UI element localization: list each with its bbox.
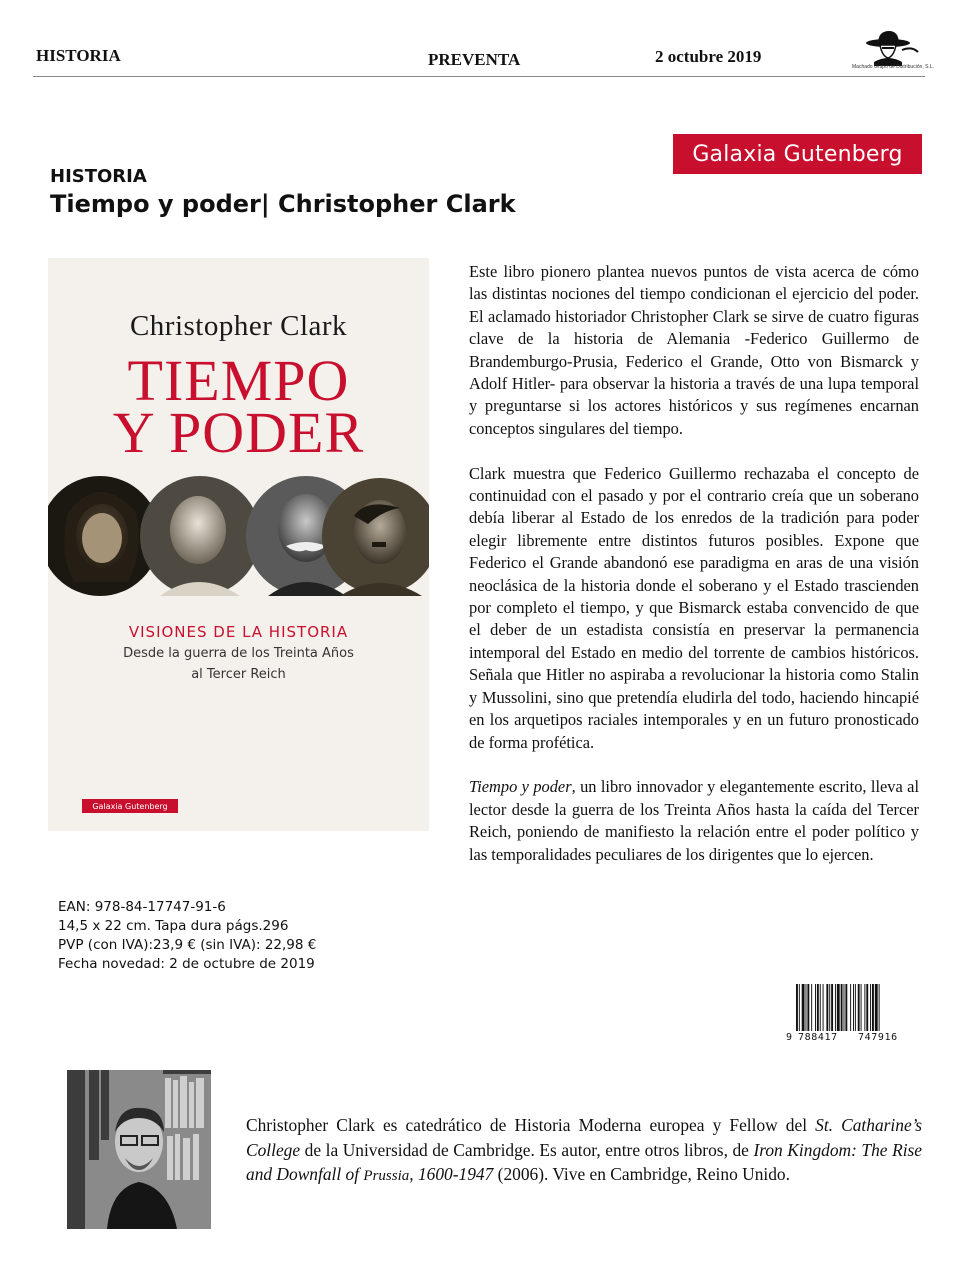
barcode-bar <box>796 984 798 1031</box>
hat-man-icon <box>852 28 926 68</box>
header-section-label: HISTORIA <box>36 46 121 65</box>
barcode-group-2: 747916 <box>858 1032 898 1043</box>
barcode-bar <box>807 984 809 1031</box>
barcode-bar <box>835 984 836 1031</box>
description-paragraph-2: Clark muestra que Federico Guillermo rechazaba el concepto de continuidad con el pasado y por el contrario creía que un soberano debía liberar al Estado de los enredos de la tradición para poder elegir libremente entre distintos futuros posibles. Expone que Federico el Grande abandonó ese paradigma en aras de una visión neoclásica de la historia donde el soberano y el Estado trascienden por completo el tiempo, y que Bismarck estaba convencido de que el deber de un estadista consistía en preservar la permanencia intemporal del Estado en medio del torrente de cambios históricos. Señala que Hitler no aspiraba a revolucionar la historia como Stalin y Mussolini, sino que pretendía eludirla del todo, haciendo hincapié en los arquetipos raciales intemporales y en un futuro pronosticado de forma profética. <box>469 463 919 752</box>
bio-text-2: de la Universidad de Cambridge. Es autor, entre otros libros, de <box>300 1139 754 1160</box>
bio-book-italic-years: , 1600-1947 <box>409 1164 494 1185</box>
spec-price: PVP (con IVA):23,9 € (sin IVA): 22,98 € <box>58 937 317 953</box>
cover-author: Christopher Clark <box>129 310 348 342</box>
barcode-bar <box>802 984 805 1031</box>
barcode-bar <box>806 984 807 1031</box>
barcode-bar <box>831 984 833 1031</box>
header-presale-label: PREVENTA <box>428 50 521 69</box>
cover-title-line2: Y PODER <box>112 400 365 465</box>
barcode-bar <box>845 984 847 1031</box>
barcode-bar <box>799 984 800 1031</box>
barcode-first-digit: 9 <box>786 1032 793 1043</box>
barcode-bar <box>850 984 851 1031</box>
section-label: HISTORIA <box>50 166 147 187</box>
cover-subtitle: VISIONES DE LA HISTORIA <box>128 623 349 641</box>
bio-college-italic: St. Catharine’s College <box>246 1115 922 1160</box>
barcode-bar <box>864 984 865 1031</box>
description-paragraph-1: Este libro pionero plantea nuevos puntos de vista acerca de cómo las distintas nociones del tiempo condicionan el ejercicio del poder. El aclamado historiador Christopher Clark se sirve de cuatro figuras clave de la historia de Alemania -Federico Guillermo de Brandemburgo-Prusia, Federico el Grande, Otto von Bismarck y Adolf Hitler- para observar la historia a través de una lupa temporal y preguntarse si los actores históricos y sus regímenes encarnan conceptos singulares del tiempo. <box>469 262 919 438</box>
cover-portraits <box>48 472 429 602</box>
portrait-federico-el-grande <box>140 476 260 596</box>
bio-book-italic: Iron Kingdom: The Rise and Downfall of <box>246 1139 923 1185</box>
book-description <box>469 261 919 888</box>
isbn-barcode <box>786 984 916 1046</box>
barcode-bar <box>872 984 874 1031</box>
barcode-bar <box>875 984 878 1031</box>
bio-book-italic-prussia: Prussia <box>363 1168 410 1185</box>
header-date: 2 octubre 2019 <box>655 47 762 66</box>
barcode-bar <box>853 984 854 1031</box>
barcode-bar <box>844 984 845 1031</box>
book-specs <box>58 898 316 974</box>
barcode-bar <box>823 984 824 1031</box>
barcode-bar <box>870 984 871 1031</box>
barcode-bar <box>866 984 868 1031</box>
barcode-bar <box>861 984 862 1031</box>
bio-text-1: Christopher Clark es catedrático de Historia Moderna europea y Fellow del <box>246 1115 816 1135</box>
author-portrait <box>67 1070 211 1229</box>
barcode-bar <box>811 984 812 1031</box>
header-rule <box>33 76 925 77</box>
cover-publisher-badge: Galaxia Gutenberg <box>82 799 178 813</box>
barcode-bar <box>826 984 828 1031</box>
author-bio <box>246 1113 922 1189</box>
author-photo <box>67 1070 211 1229</box>
book-cover <box>48 258 429 831</box>
spec-format: 14,5 x 22 cm. Tapa dura págs.296 <box>58 918 289 934</box>
barcode-bar <box>829 984 830 1031</box>
cover-subline-2: al Tercer Reich <box>191 667 286 682</box>
barcode-bar <box>841 984 843 1031</box>
barcode-bar <box>879 984 880 1031</box>
publisher-banner: Galaxia Gutenberg <box>673 134 922 174</box>
book-title: Tiempo y poder| Christopher Clark <box>50 190 516 218</box>
cover-title-line1: TIEMPO <box>127 348 350 413</box>
description-paragraph-3-text: , un libro innovador y elegantemente escrito, lleva al lector desde la guerra de los Treinta Años hasta la caída del Tercer Reich, poniendo de manifiesto la relación entre el poder político y las temporalidades peculiares de los dirigentes que lo ejercen. <box>469 777 920 864</box>
cover-subline-1: Desde la guerra de los Treinta Años <box>123 646 354 661</box>
barcode-group-1: 788417 <box>798 1032 838 1043</box>
barcode-bar <box>858 984 860 1031</box>
bio-text-3: (2006). Vive en Cambridge, Reino Unido. <box>493 1164 790 1185</box>
distributor-name: Machado Grupo de Distribución, S.L. <box>852 64 934 70</box>
spec-release-date: Fecha novedad: 2 de octubre de 2019 <box>58 956 315 972</box>
spec-ean: EAN: 978-84-17747-91-6 <box>58 899 226 915</box>
barcode-bar <box>815 984 816 1031</box>
barcode-bar <box>837 984 840 1031</box>
description-title-italic: Tiempo y poder <box>469 777 572 797</box>
barcode-bar <box>855 984 856 1031</box>
barcode-bar <box>820 984 821 1031</box>
barcode-bar <box>817 984 819 1031</box>
description-paragraph-3 <box>469 776 919 866</box>
